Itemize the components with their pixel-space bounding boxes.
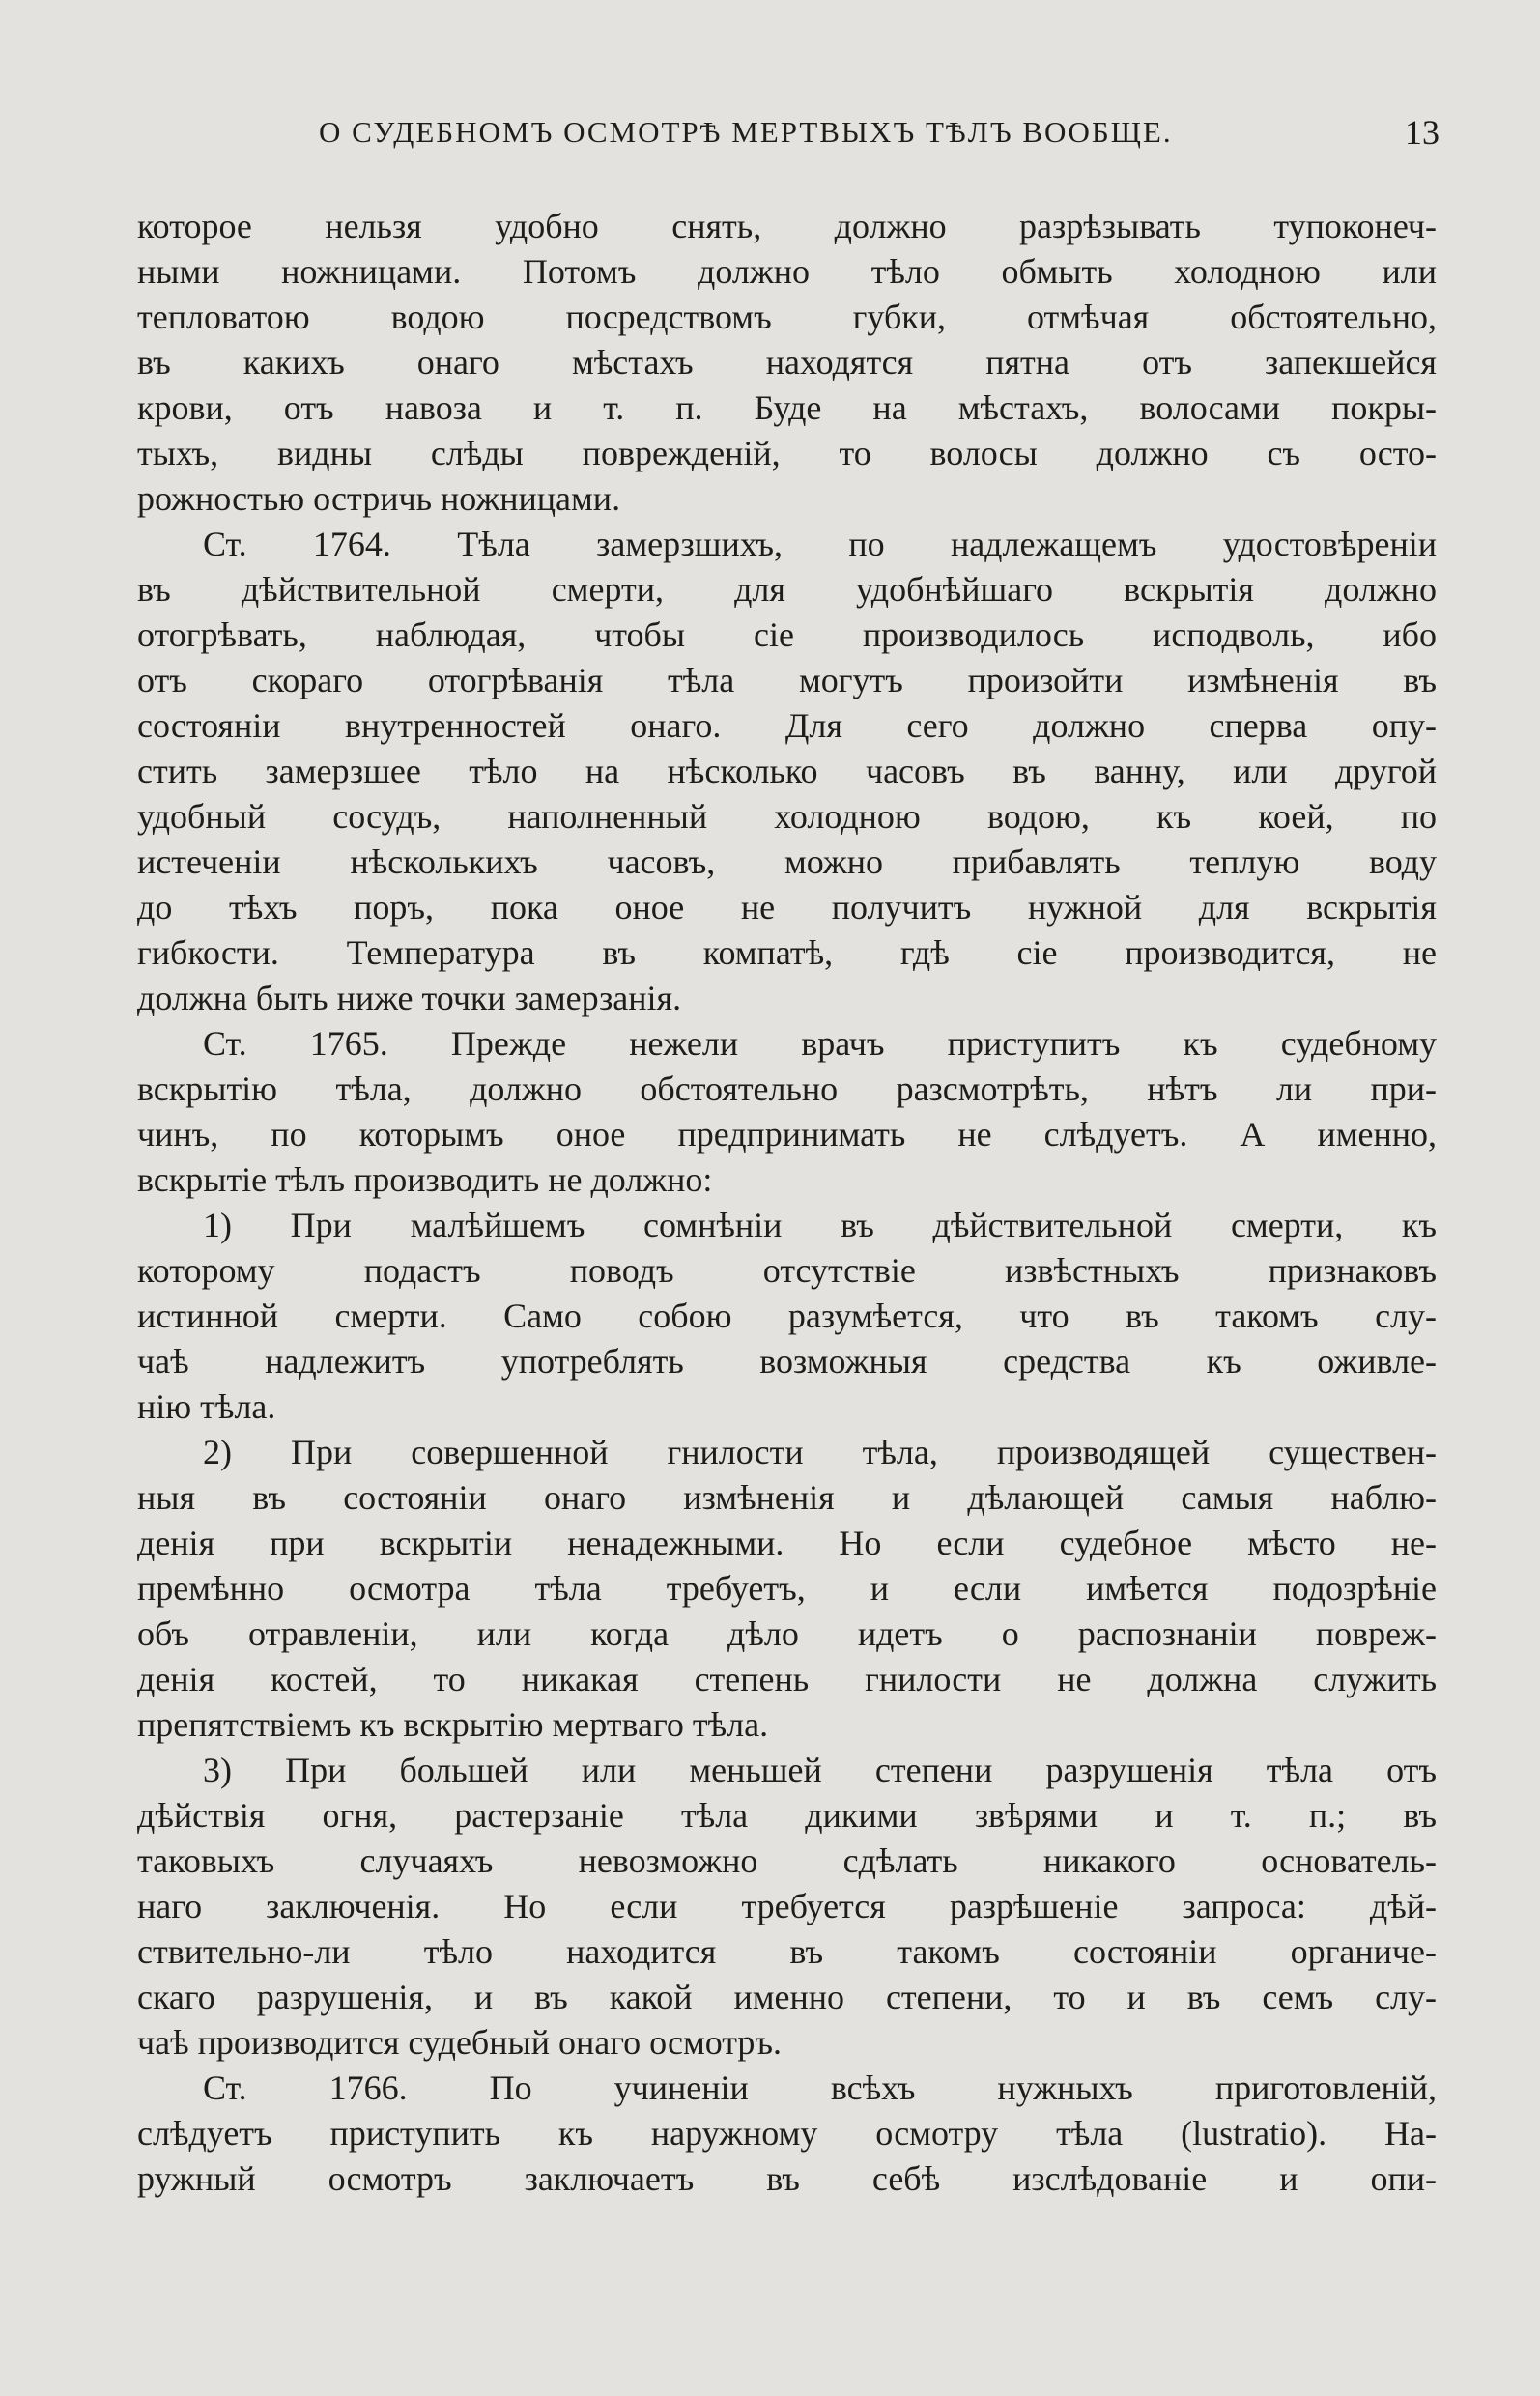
text-line: которому подастъ поводъ отсутствіе извѣстныхъ признаковъ	[137, 1251, 1437, 1290]
text-line: крови, отъ навоза и т. п. Буде на мѣстахъ, волосами покры-	[137, 388, 1437, 427]
text-line: ружный осмотръ заключаетъ въ себѣ изслѣдованіе и опи-	[137, 2159, 1437, 2198]
text-line: чаѣ надлежитъ употреблять возможныя средства къ оживле-	[137, 1342, 1437, 1381]
text-line: ныя въ состояніи онаго измѣненія и дѣлающей самыя наблю-	[137, 1478, 1437, 1517]
text-line: отогрѣвать, наблюдая, чтобы сіе производилось исподволь, ибо	[137, 615, 1437, 654]
text-line: 2) При совершенной гнилости тѣла, производящей существен-	[203, 1433, 1437, 1471]
paragraph	[137, 204, 1437, 522]
running-title: О СУДЕБНОМЪ ОСМОТРѢ МЕРТВЫХЪ ТѢЛЪ ВООБЩЕ.	[319, 115, 1173, 149]
text-line: ными ножницами. Потомъ должно тѣло обмыть холодною или	[137, 252, 1437, 291]
text-line: нію тѣла.	[137, 1387, 276, 1426]
paragraph	[137, 522, 1437, 1021]
text-line: 1) При малѣйшемъ сомнѣніи въ дѣйствительной смерти, къ	[203, 1206, 1437, 1244]
text-line: удобный сосудъ, наполненный холодною водою, къ коей, по	[137, 797, 1437, 836]
text-line: которое нельзя удобно снять, должно разрѣзывать тупоконеч-	[137, 207, 1437, 245]
text-line: наго заключенія. Но если требуется разрѣшеніе запроса: дѣй-	[137, 1887, 1437, 1925]
text-line: чаѣ производится судебный онаго осмотръ.	[137, 2023, 783, 2062]
text-line: тепловатою водою посредствомъ губки, отмѣчая обстоятельно,	[137, 298, 1437, 336]
text-line: вскрытіе тѣлъ производить не должно:	[137, 1160, 713, 1199]
text-line: чинъ, по которымъ оное предпринимать не слѣдуетъ. А именно,	[137, 1115, 1437, 1154]
text-line: Ст. 1764. Тѣла замерзшихъ, по надлежащемъ удостовѣреніи	[203, 525, 1437, 563]
paragraph	[137, 1430, 1437, 1748]
running-header	[319, 108, 1440, 157]
text-line: рожностью остричь ножницами.	[137, 479, 621, 518]
text-line: слѣдуетъ приступить къ наружному осмотру тѣла (lustratio). На-	[137, 2114, 1437, 2153]
text-line: должна быть ниже точки замерзанія.	[137, 979, 682, 1017]
text-line: препятствіемъ къ вскрытію мертваго тѣла.	[137, 1705, 769, 1744]
text-line: 3) При большей или меньшей степени разрушенія тѣла отъ	[203, 1751, 1437, 1789]
text-line: Ст. 1765. Прежде нежели врачъ приступитъ къ судебному	[203, 1024, 1437, 1063]
paragraph	[137, 1021, 1437, 1203]
text-line: скаго разрушенія, и въ какой именно степени, то и въ семъ слу-	[137, 1978, 1437, 2016]
paragraph	[137, 1748, 1437, 2066]
text-line: тыхъ, видны слѣды поврежденій, то волосы должно съ осто-	[137, 434, 1437, 472]
text-line: дѣйствія огня, растерзаніе тѣла дикими звѣрями и т. п.; въ	[137, 1796, 1437, 1835]
text-line: Ст. 1766. По учиненіи всѣхъ нужныхъ приготовленій,	[203, 2068, 1437, 2107]
text-line: ствительно-ли тѣло находится въ такомъ состояніи органиче-	[137, 1932, 1437, 1971]
text-line: вскрытію тѣла, должно обстоятельно разсмотрѣть, нѣтъ ли при-	[137, 1070, 1437, 1108]
paragraph	[137, 1203, 1437, 1430]
text-line: истеченіи нѣсколькихъ часовъ, можно прибавлять теплую воду	[137, 842, 1437, 881]
body-text	[137, 204, 1437, 2202]
text-line: въ дѣйствительной смерти, для удобнѣйшаго вскрытія должно	[137, 570, 1437, 609]
page-number: 13	[1405, 113, 1440, 152]
text-line: гибкости. Температура въ компатѣ, гдѣ сіе производится, не	[137, 933, 1437, 972]
text-line: стить замерзшее тѣло на нѣсколько часовъ въ ванну, или другой	[137, 752, 1437, 790]
text-line: объ отравленіи, или когда дѣло идетъ о распознаніи повреж-	[137, 1614, 1437, 1653]
text-line: до тѣхъ поръ, пока оное не получитъ нужной для вскрытія	[137, 888, 1437, 927]
text-line: премѣнно осмотра тѣла требуетъ, и если имѣется подозрѣніе	[137, 1569, 1437, 1608]
text-line: денія костей, то никакая степень гнилости не должна служить	[137, 1660, 1437, 1698]
text-line: въ какихъ онаго мѣстахъ находятся пятна отъ запекшейся	[137, 343, 1437, 382]
text-line: денія при вскрытіи ненадежными. Но если судебное мѣсто не-	[137, 1524, 1437, 1562]
text-line: отъ скораго отогрѣванія тѣла могутъ произойти измѣненія въ	[137, 661, 1437, 699]
paragraph	[137, 2066, 1437, 2202]
text-line: истинной смерти. Само собою разумѣется, что въ такомъ слу-	[137, 1297, 1437, 1335]
text-line: таковыхъ случаяхъ невозможно сдѣлать никакого основатель-	[137, 1841, 1437, 1880]
text-line: состояніи внутренностей онаго. Для сего должно сперва опу-	[137, 706, 1437, 745]
